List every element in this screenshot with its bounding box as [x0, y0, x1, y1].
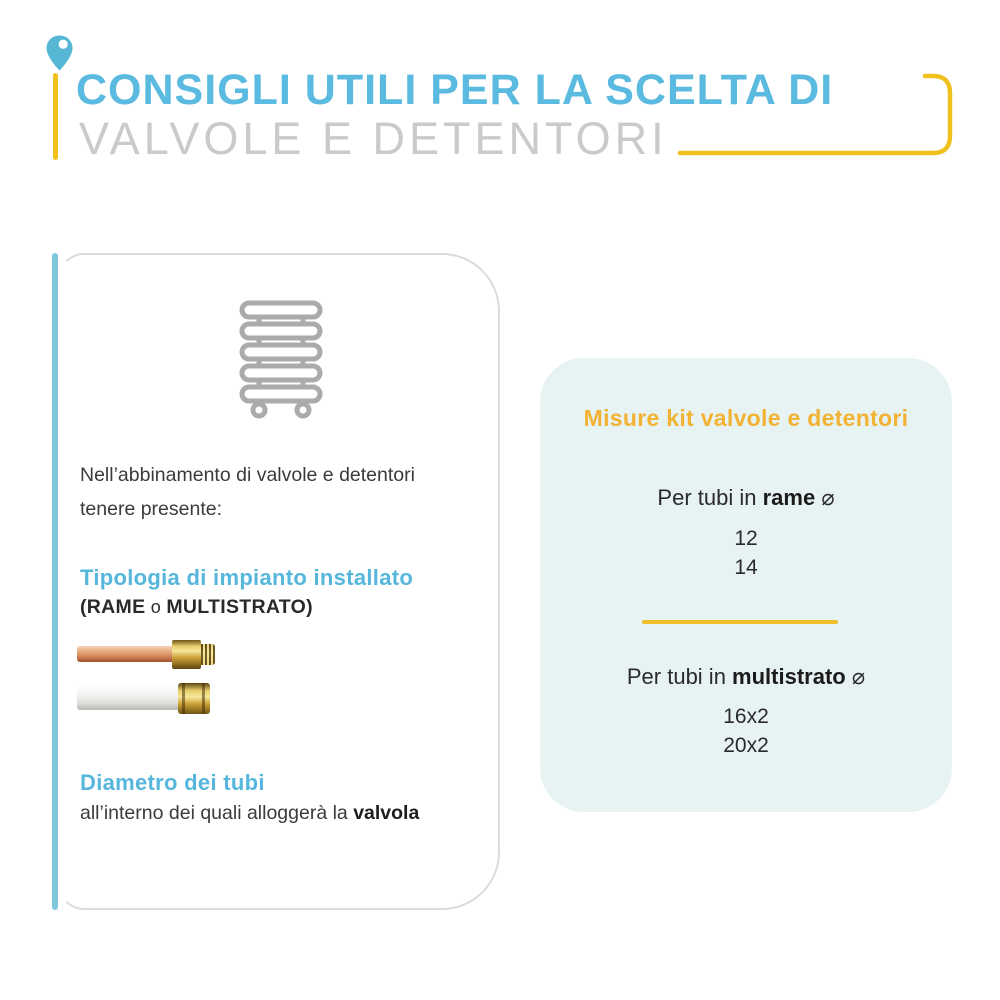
- section-title-tipologia: Tipologia di impianto installato: [80, 565, 414, 590]
- title-accent-line: [53, 73, 58, 160]
- location-pin-icon: [46, 35, 73, 71]
- right-card-misure: [540, 358, 952, 812]
- diametro-bold-valvola: valvola: [353, 802, 420, 824]
- intro-text: [80, 458, 490, 526]
- page-subtitle: VALVOLE E DETENTORI: [79, 113, 668, 164]
- multilayer-size-16x2: 16x2: [723, 705, 769, 728]
- left-card: [58, 253, 500, 910]
- copper-sizes-label: [540, 485, 952, 511]
- yellow-divider: [642, 620, 838, 624]
- brass-nut: [172, 640, 201, 669]
- diametro-text: all’interno dei quali alloggerà la: [80, 802, 354, 824]
- copper-label-bold: rame: [762, 485, 816, 510]
- copper-label-prefix: Per tubi in: [657, 485, 763, 510]
- section-subtitle-diametro: [80, 802, 500, 825]
- copper-tube: [77, 646, 174, 662]
- multilayer-sizes-list: [540, 702, 952, 760]
- copper-pipe-image: [77, 639, 217, 671]
- multilayer-size-20x2: 20x2: [723, 734, 769, 757]
- page-title: CONSIGLI UTILI PER LA SCELTA DI: [76, 66, 834, 114]
- multilayer-label-prefix: Per tubi in: [626, 664, 733, 689]
- multilayer-tube: [77, 687, 180, 710]
- intro-line-2: tenere presente:: [80, 498, 223, 520]
- section-title-diametro: Diametro dei tubi: [80, 770, 265, 795]
- yellow-bracket-decoration: [670, 68, 955, 160]
- diameter-symbol: ⌀: [821, 485, 835, 510]
- copper-size-12: 12: [734, 527, 758, 550]
- diameter-symbol: ⌀: [851, 664, 866, 689]
- intro-line-1: Nell’abbinamento di valvole e detentori: [80, 464, 415, 486]
- right-card-title: Misure kit valvole e detentori: [583, 405, 909, 431]
- brass-thread: [201, 644, 215, 665]
- material-multistrato: MULTISTRATO): [166, 596, 313, 618]
- brass-fitting: [178, 683, 210, 714]
- multilayer-pipe-image: [77, 683, 217, 715]
- multilayer-sizes-label: [540, 664, 952, 690]
- copper-size-14: 14: [734, 556, 758, 579]
- copper-sizes-list: [540, 524, 952, 582]
- section-subtitle-materials: [80, 596, 500, 619]
- material-rame: (RAME: [80, 596, 146, 618]
- multilayer-label-bold: multistrato: [732, 664, 846, 689]
- material-or: o: [145, 597, 167, 617]
- radiator-icon: [236, 299, 326, 419]
